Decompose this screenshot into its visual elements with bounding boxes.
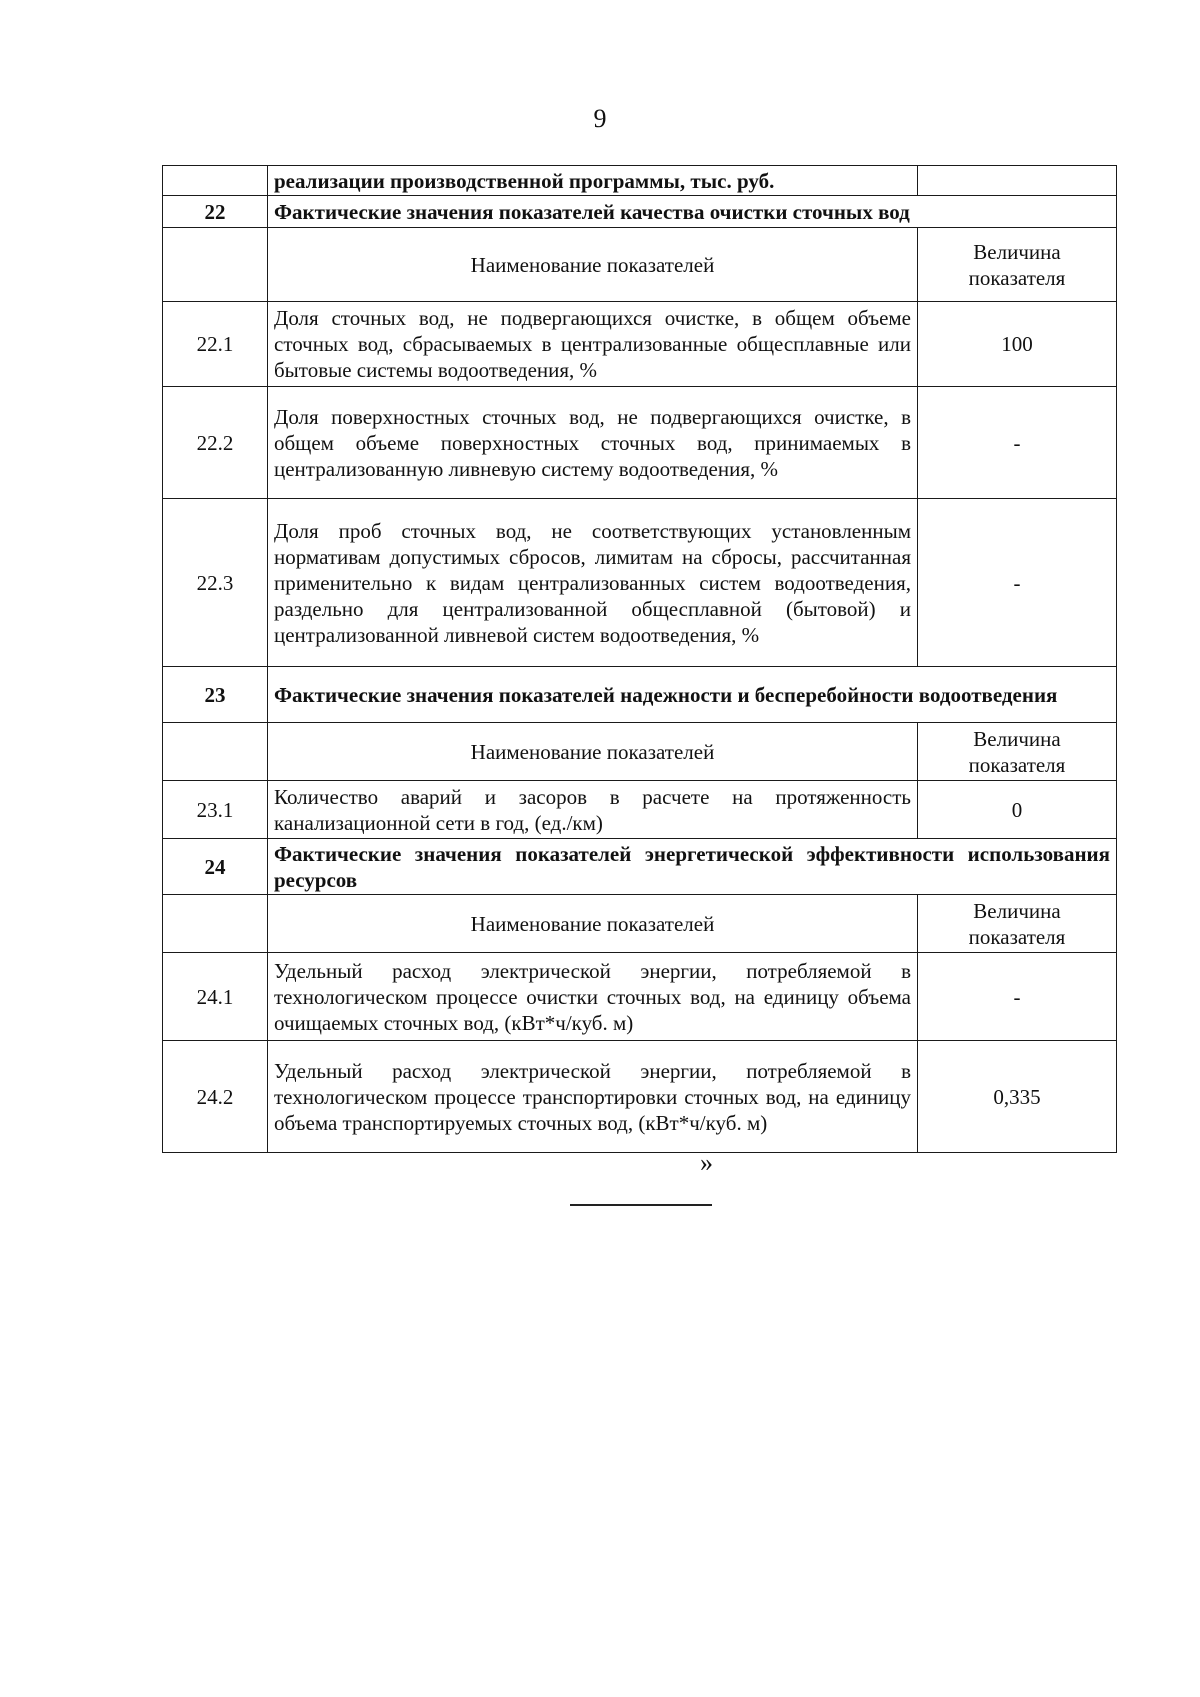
table-row-21-continuation <box>163 166 1117 196</box>
header-name-cell: Наименование показателей <box>268 723 918 781</box>
section-number: 22 <box>163 196 268 228</box>
row-text: Удельный расход электрической энергии, потребляемой в технологическом процессе транспортировки сточных вод, на единицу объема транспортируемых сточных вод, (кВт*ч/куб. м) <box>268 1041 918 1153</box>
section-title: Фактические значения показателей энергетической эффективности использования ресурсов <box>268 839 1117 895</box>
section-row-22 <box>163 196 1117 228</box>
table-row-24-2 <box>163 1041 1117 1153</box>
row-text: Количество аварий и засоров в расчете на протяженность канализационной сети в год, (ед./км) <box>268 781 918 839</box>
header-row-23 <box>163 723 1117 781</box>
row-value: 0,335 <box>918 1041 1117 1153</box>
section-title: Фактические значения показателей надежности и бесперебойности водоотведения <box>268 667 1117 723</box>
row-text: Доля сточных вод, не подвергающихся очистке, в общем объеме сточных вод, сбрасываемых в централизованные общесплавные или бытовые системы водоотведения, % <box>268 302 918 387</box>
row-number: 24.2 <box>163 1041 268 1153</box>
table-row-22-1 <box>163 302 1117 387</box>
header-name-cell: Наименование показателей <box>268 228 918 302</box>
table-row-22-2 <box>163 387 1117 499</box>
section-row-23 <box>163 667 1117 723</box>
header-row-22 <box>163 228 1117 302</box>
section-number: 23 <box>163 667 268 723</box>
table-row-23-1 <box>163 781 1117 839</box>
closing-divider-line <box>570 1204 712 1206</box>
header-value-cell: Величина показателя <box>918 895 1117 953</box>
row-value: - <box>918 499 1117 667</box>
row-text-cell: реализации производственной программы, тыс. руб. <box>268 166 918 196</box>
section-title: Фактические значения показателей качества очистки сточных вод <box>268 196 1117 228</box>
table-row-22-3 <box>163 499 1117 667</box>
closing-quote-mark: » <box>700 1148 713 1177</box>
row-number: 23.1 <box>163 781 268 839</box>
header-number-cell <box>163 895 268 953</box>
row-number-cell <box>163 166 268 196</box>
header-value-cell: Величина показателя <box>918 723 1117 781</box>
header-number-cell <box>163 723 268 781</box>
section-number: 24 <box>163 839 268 895</box>
row-value: 0 <box>918 781 1117 839</box>
row-number: 24.1 <box>163 953 268 1041</box>
row-value-cell <box>918 166 1117 196</box>
page-number: 9 <box>593 104 607 133</box>
indicators-table <box>162 165 1117 1153</box>
row-number: 22.2 <box>163 387 268 499</box>
table-row-24-1 <box>163 953 1117 1041</box>
row-number: 22.1 <box>163 302 268 387</box>
row-text: Доля проб сточных вод, не соответствующих установленным нормативам допустимых сбросов, лимитам на сбросы, рассчитанная применительно к видам централизованных систем водоотведения, раздельно для централизованной общесплавной (бытовой) и централизованной ливневой систем водоотведения, % <box>268 499 918 667</box>
row-number: 22.3 <box>163 499 268 667</box>
header-value-cell: Величина показателя <box>918 228 1117 302</box>
row-value: - <box>918 387 1117 499</box>
row-value: 100 <box>918 302 1117 387</box>
section-row-24 <box>163 839 1117 895</box>
header-name-cell: Наименование показателей <box>268 895 918 953</box>
row-value: - <box>918 953 1117 1041</box>
row-text: Удельный расход электрической энергии, потребляемой в технологическом процессе очистки сточных вод, на единицу объема очищаемых сточных вод, (кВт*ч/куб. м) <box>268 953 918 1041</box>
header-number-cell <box>163 228 268 302</box>
header-row-24 <box>163 895 1117 953</box>
row-text: Доля поверхностных сточных вод, не подвергающихся очистке, в общем объеме поверхностных сточных вод, принимаемых в централизованную ливневую систему водоотведения, % <box>268 387 918 499</box>
